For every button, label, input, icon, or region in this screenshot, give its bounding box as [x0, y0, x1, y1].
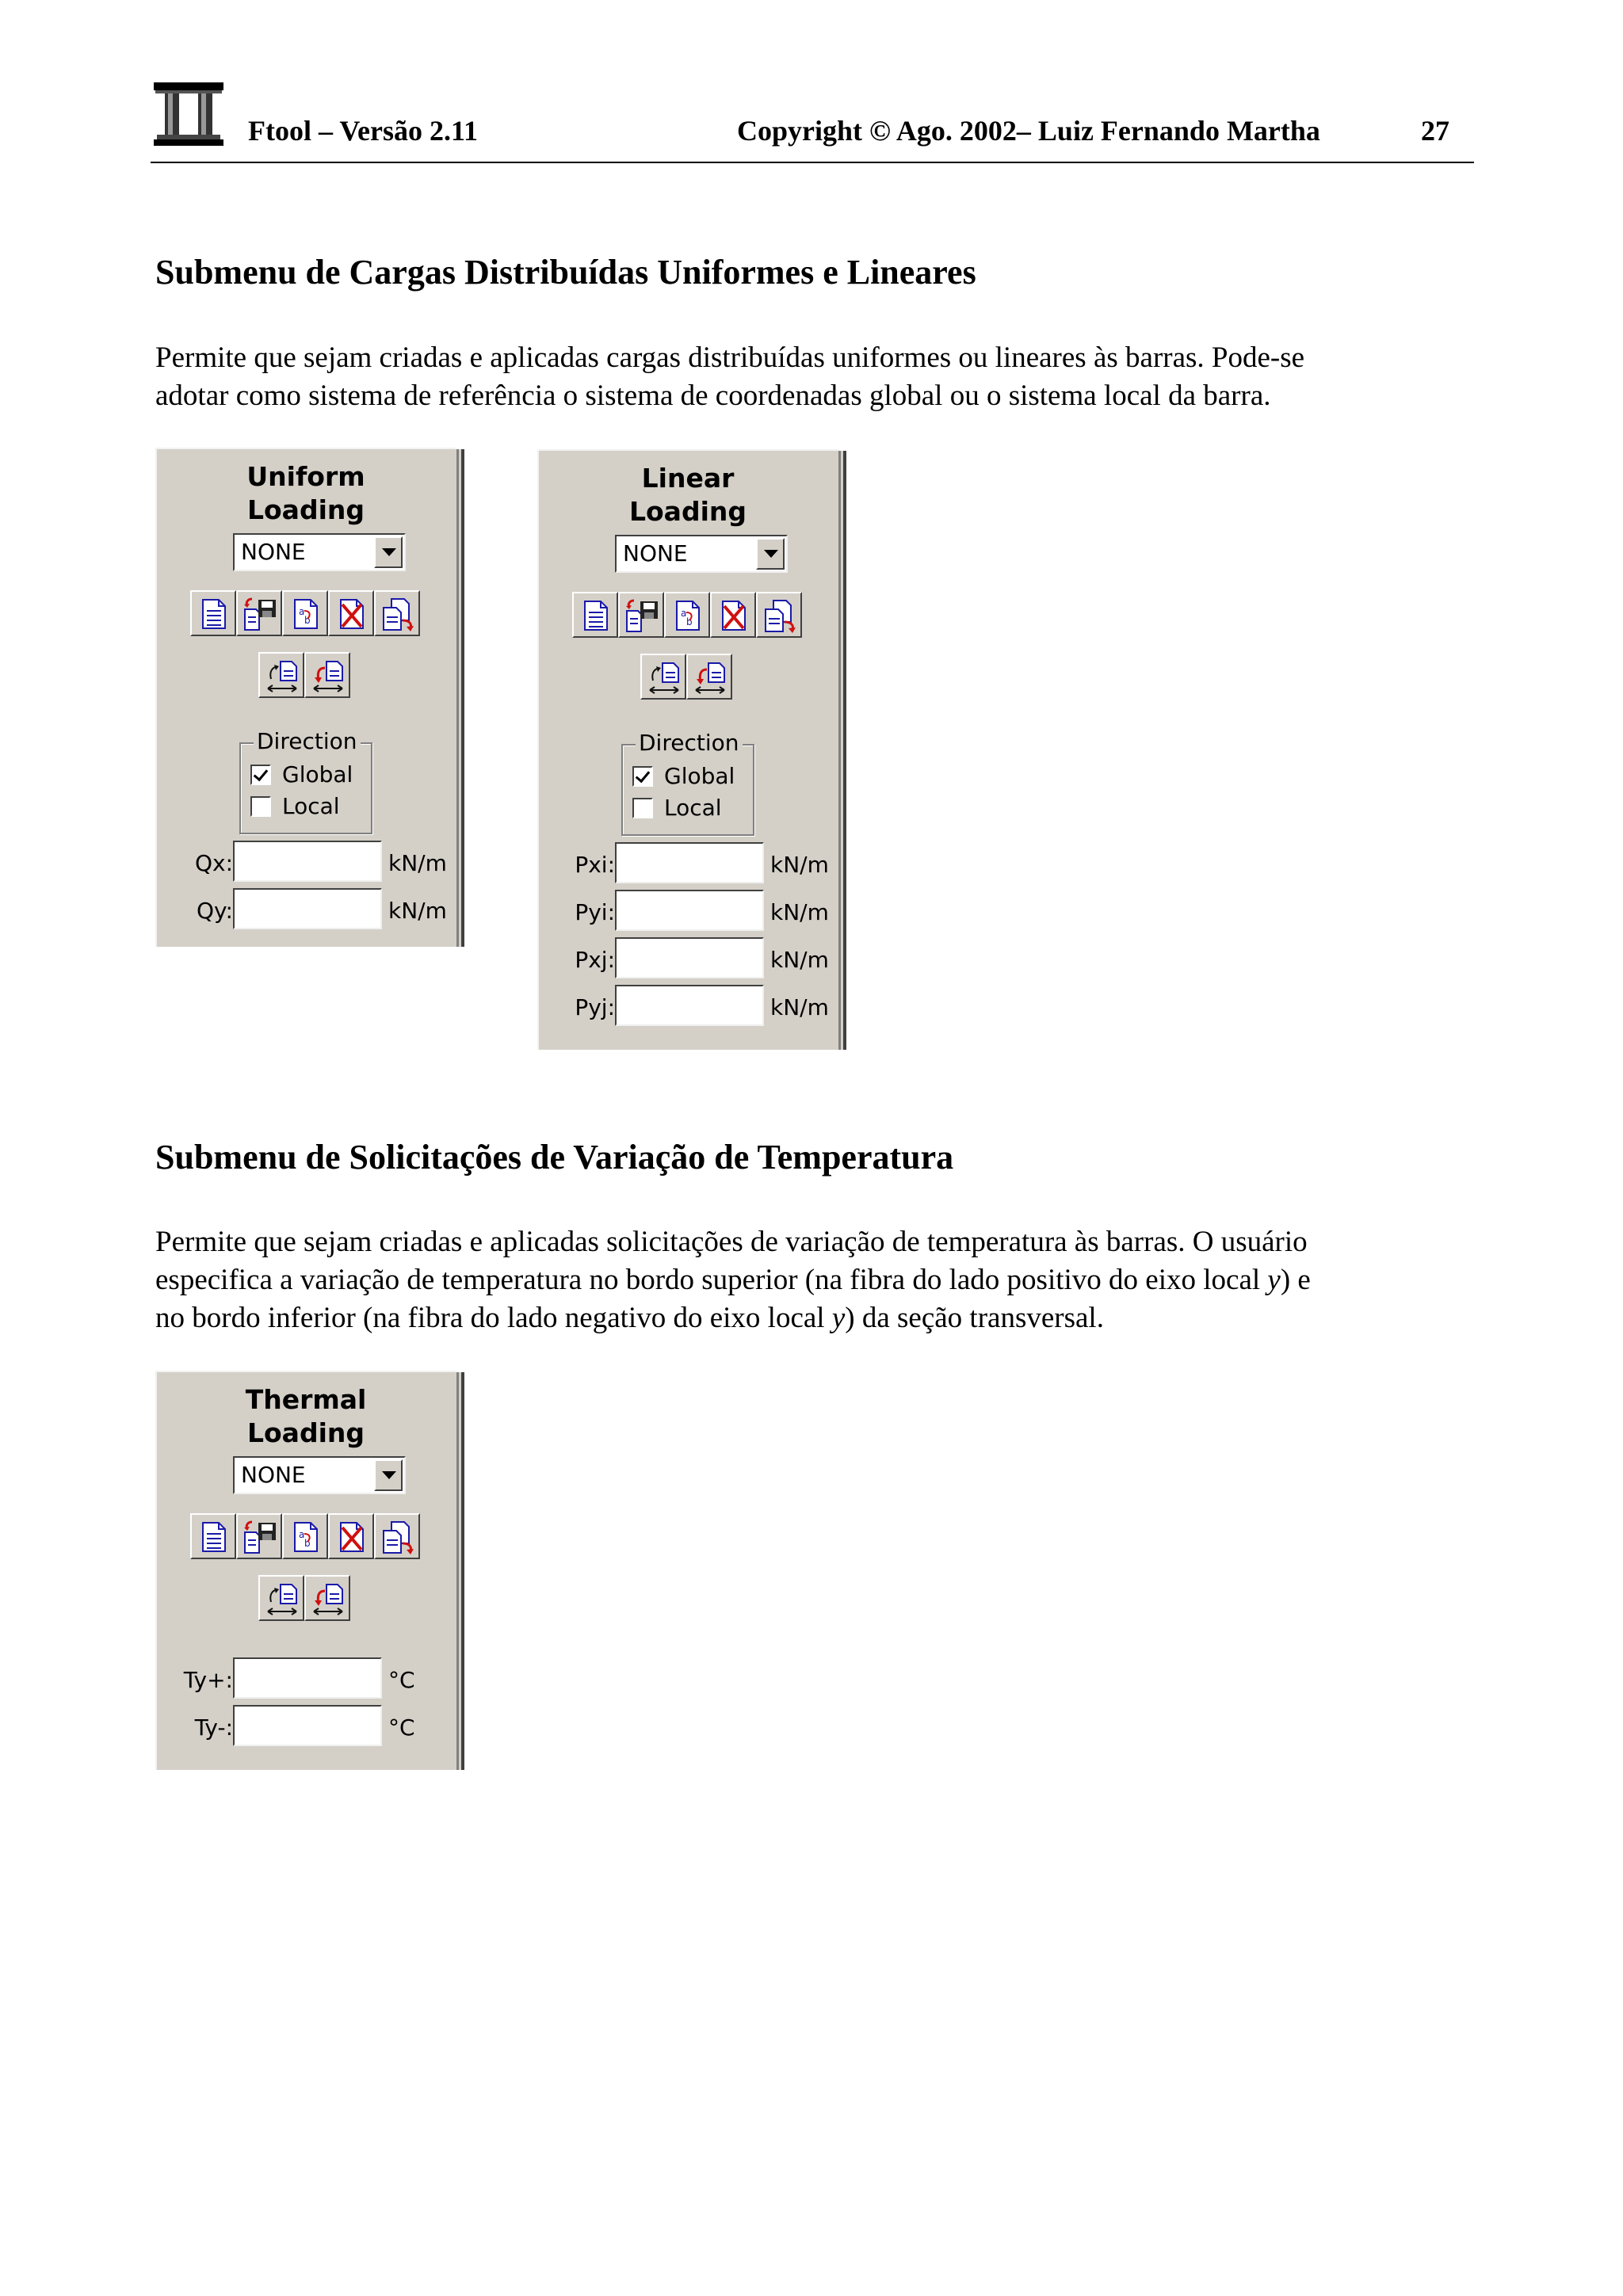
ty-plus-unit: °C [388, 1667, 415, 1693]
delete-doc-icon [716, 598, 751, 633]
field-label-row [157, 1657, 233, 1699]
new-doc-icon [197, 597, 231, 631]
ty-plus-input[interactable] [233, 1657, 382, 1699]
rename-doc-button[interactable] [282, 1513, 328, 1559]
text-run: ) e [1280, 1264, 1311, 1296]
svg-text:b: b [686, 616, 693, 627]
save-doc-icon [624, 598, 659, 633]
load-case-value: NONE [623, 540, 688, 566]
dropdown-arrow-icon[interactable] [374, 1459, 403, 1491]
ty-minus-input[interactable] [233, 1705, 382, 1746]
pyi-label: Pyi: [575, 899, 615, 925]
svg-text:a: a [299, 1529, 305, 1540]
variable-y: y [1267, 1264, 1281, 1296]
linear-loading-panel [537, 449, 838, 1050]
qy-input[interactable] [233, 888, 382, 929]
delete-doc-button[interactable] [710, 592, 756, 638]
field-label-row [157, 841, 233, 882]
global-check-box[interactable] [632, 766, 653, 787]
remove-from-member-button[interactable] [304, 1575, 350, 1621]
pxi-unit: kN/m [770, 852, 829, 878]
pxj-unit: kN/m [770, 947, 829, 973]
svg-text:a: a [299, 606, 305, 617]
copy-doc-button[interactable] [374, 1513, 420, 1559]
panel-title: Loading [246, 1417, 365, 1448]
pyj-input[interactable] [615, 985, 764, 1026]
page-number: 27 [1421, 115, 1449, 147]
global-checkbox[interactable] [250, 761, 353, 788]
load-case-value: NONE [241, 539, 306, 565]
field-label-row [157, 1705, 233, 1746]
load-toolbar [572, 592, 802, 638]
svg-text:b: b [304, 1538, 311, 1549]
apply-toolbar [258, 1575, 350, 1621]
thermal-loading-panel [155, 1371, 456, 1770]
field-label-row [539, 985, 615, 1026]
local-label: Local [282, 793, 340, 819]
field-label-row [157, 888, 233, 929]
panel-title: Loading [246, 494, 365, 525]
variable-y: y [831, 1302, 846, 1334]
paragraph-line: adotar como sistema de referência o sistema de coordenadas global ou o sistema local da barra. [155, 379, 1271, 412]
rename-doc-icon [288, 597, 323, 631]
panel-title: Uniform [246, 461, 365, 492]
global-checkbox[interactable] [632, 763, 735, 790]
rename-doc-icon [670, 598, 705, 633]
load-case-value: NONE [241, 1462, 306, 1488]
text-run: especifica a variação de temperatura no bordo superior (na fibra do lado positivo do eixo local [155, 1264, 1268, 1296]
direction-label: Direction [636, 730, 743, 757]
pyj-unit: kN/m [770, 994, 829, 1020]
direction-label: Direction [254, 728, 361, 755]
panel-scroll-edge [456, 1372, 464, 1770]
load-case-select[interactable] [615, 535, 788, 573]
pxi-input[interactable] [615, 842, 764, 883]
apply-to-member-button[interactable] [258, 1575, 304, 1621]
header-copyright: Copyright © Ago. 2002– Luiz Fernando Martha [737, 115, 1320, 147]
apply-to-member-button[interactable] [258, 652, 304, 698]
delete-doc-button[interactable] [328, 590, 374, 636]
remove-from-member-icon [693, 660, 727, 695]
copy-doc-button[interactable] [374, 590, 420, 636]
copy-doc-icon [380, 1520, 415, 1554]
field-label-row [539, 842, 615, 883]
load-case-select[interactable] [233, 1456, 406, 1494]
pxi-label: Pxi: [575, 852, 615, 878]
save-doc-icon [242, 1520, 277, 1554]
rename-doc-icon [288, 1520, 323, 1554]
save-doc-button[interactable] [236, 590, 282, 636]
section-heading-distributed-loads: Submenu de Cargas Distribuídas Uniformes e Lineares [155, 253, 976, 292]
pyi-input[interactable] [615, 890, 764, 931]
section-heading-thermal-loads: Submenu de Solicitações de Variação de Temperatura [155, 1138, 954, 1177]
pxj-input[interactable] [615, 937, 764, 978]
remove-from-member-icon [311, 658, 346, 693]
copy-doc-icon [380, 597, 415, 631]
save-doc-icon [242, 597, 277, 631]
header-title: Ftool – Versão 2.11 [248, 115, 479, 147]
paragraph-line: Permite que sejam criadas e aplicadas cargas distribuídas uniformes ou lineares às barras. Pode-se [155, 341, 1305, 374]
qx-unit: kN/m [388, 850, 447, 876]
delete-doc-icon [334, 597, 369, 631]
rename-doc-button[interactable] [664, 592, 710, 638]
qy-unit: kN/m [388, 898, 447, 924]
panel-scroll-edge [838, 451, 846, 1050]
load-toolbar [190, 590, 420, 636]
remove-from-member-icon [311, 1581, 346, 1616]
load-toolbar [190, 1513, 420, 1559]
dropdown-arrow-icon[interactable] [756, 538, 785, 570]
uniform-loading-panel [155, 448, 456, 947]
direction-group [239, 728, 372, 834]
apply-to-member-icon [265, 658, 300, 693]
ty-minus-unit: °C [388, 1714, 415, 1741]
field-label-row [539, 890, 615, 931]
panel-title: Thermal [245, 1384, 367, 1415]
local-check-box[interactable] [632, 798, 653, 818]
paragraph-line [155, 1299, 1104, 1337]
global-label: Global [664, 763, 735, 789]
local-label: Local [664, 795, 722, 821]
ty-plus-label: Ty+: [183, 1667, 233, 1693]
save-doc-button[interactable] [236, 1513, 282, 1559]
pyi-unit: kN/m [770, 899, 829, 925]
pxj-label: Pxj: [575, 947, 615, 973]
new-doc-icon [579, 598, 613, 633]
global-check-box[interactable] [250, 765, 271, 785]
remove-from-member-button[interactable] [304, 652, 350, 698]
new-doc-button[interactable] [190, 590, 236, 636]
qx-input[interactable] [233, 841, 382, 882]
local-checkbox[interactable] [250, 793, 340, 820]
text-run: ) da seção transversal. [845, 1302, 1104, 1334]
remove-from-member-button[interactable] [686, 654, 732, 700]
apply-to-member-icon [647, 660, 682, 695]
local-checkbox[interactable] [632, 795, 722, 822]
ty-minus-label: Ty-: [194, 1714, 233, 1741]
qx-label: Qx: [194, 850, 233, 876]
rename-doc-button[interactable] [282, 590, 328, 636]
global-label: Global [282, 761, 353, 788]
local-check-box[interactable] [250, 796, 271, 817]
apply-to-member-icon [265, 1581, 300, 1616]
apply-to-member-button[interactable] [640, 654, 686, 700]
svg-text:a: a [681, 608, 687, 619]
copy-doc-button[interactable] [756, 592, 802, 638]
qy-label: Qy: [196, 898, 233, 924]
panel-title: Linear [641, 463, 735, 494]
ftool-logo-icon [154, 82, 223, 146]
apply-toolbar [640, 654, 732, 700]
new-doc-button[interactable] [572, 592, 618, 638]
dropdown-arrow-icon[interactable] [374, 536, 403, 568]
apply-toolbar [258, 652, 350, 698]
svg-text:b: b [304, 615, 311, 626]
new-doc-button[interactable] [190, 1513, 236, 1559]
delete-doc-button[interactable] [328, 1513, 374, 1559]
panel-scroll-edge [456, 449, 464, 947]
panel-title: Loading [628, 496, 747, 527]
new-doc-icon [197, 1520, 231, 1554]
text-run: no bordo inferior (na fibra do lado negativo do eixo local [155, 1302, 832, 1334]
field-label-row [539, 937, 615, 978]
paragraph-line: Permite que sejam criadas e aplicadas solicitações de variação de temperatura às barras. O usuário [155, 1226, 1308, 1258]
header-divider [151, 162, 1474, 163]
pyj-label: Pyj: [575, 994, 615, 1020]
save-doc-button[interactable] [618, 592, 664, 638]
paragraph-line [155, 1261, 1311, 1299]
copy-doc-icon [762, 598, 797, 633]
delete-doc-icon [334, 1520, 369, 1554]
direction-group [621, 730, 754, 836]
load-case-select[interactable] [233, 533, 406, 571]
